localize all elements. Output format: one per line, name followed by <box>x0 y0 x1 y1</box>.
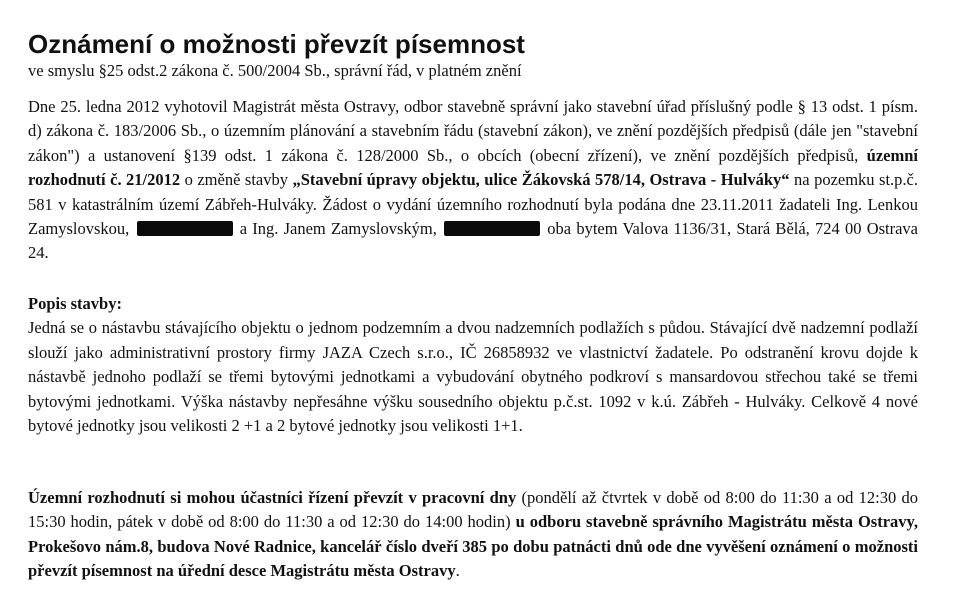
document-title: Oznámení o možnosti převzít písemnost <box>28 29 525 59</box>
intro-text-4: a Ing. Janem Zamyslovským, <box>234 219 437 239</box>
building-name: „Stavební úpravy objektu, ulice Žákovská 578/14, Ostrava - Hulváky“ <box>292 170 790 190</box>
description-text: Jedná se o nástavbu stávajícího objektu o jednom podzemním a dvou nadzemních podlažích s půdou. Stávající dvě nadzemní podlaží slouží jako administrativní prostory firmy JAZA Czech s.r.o., IČ 26858932 ve vlastnictví žadatele. Po odstranění krovu dojde k nástavbě jednoho podlaží se třemi bytovými jednotkami a vybudování obytného podkroví s mansardovou střechou také se třemi bytovými jednotkami. Výška nástavby nepřesáhne výšku sousedního objektu p.č.st. 1092 v k.ú. Zábřeh - Hulváky. Celkově 4 nové bytové jednotky jsou velikosti 2 +1 a 2 bytové jednotky jsou velikosti 1+1. <box>28 318 918 436</box>
pickup-hours: (pondělí až čtvrtek v době od 8:00 do 11:30 a od 12:30 do 15:30 hodin, pátek v době od 8:00 do 11:30 a od 12:30 do 14:00 hodin) <box>28 488 918 532</box>
pickup-bold-1: Územní rozhodnutí si mohou účastníci řízení převzít v pracovní dny <box>28 488 517 507</box>
redaction-bar-1 <box>137 221 233 236</box>
pickup-location: u odboru stavebně správního Magistrátu města Ostravy, Prokešovo nám.8, budova Nové Radnice, kancelář číslo dveří 385 po dobu patnácti dnů ode dne vyvěšení oznámení o možnosti převzít písemnost na úřední desce Magistrátu města Ostravy <box>28 512 918 581</box>
intro-text-1: Dne 25. ledna 2012 vyhotovil Magistrát města Ostravy, odbor stavebně správní jako stavební úřad příslušný podle § 13 odst. 1 písm. d) zákona č. 183/2006 Sb., o územním plánování a stavebním řádu (stavební zákon), ve znění pozdějších předpisů (dále jen "stavební zákon") a ustanovení §139 odst. 1 zákona č. 128/2000 Sb., o obcích (obecní zřízení), ve znění pozdějších předpisů, <box>28 97 918 165</box>
document-subtitle: ve smyslu §25 odst.2 zákona č. 500/2004 Sb., správní řád, v platném znění <box>28 61 522 80</box>
redaction-bar-2 <box>444 221 540 236</box>
pickup-end: . <box>455 561 460 581</box>
decision-number: územní rozhodnutí č. 21/2012 <box>28 145 918 190</box>
intro-text-2: o změně stavby <box>180 170 293 190</box>
pickup-paragraph <box>28 486 918 584</box>
intro-text-3: na pozemku st.p.č. 581 v katastrálním území Zábřeh-Hulváky. Žádost o vydání územního rozhodnutí byla podána dne 23.11.2011 žadateli Ing. Lenkou Zamyslovskou, <box>28 170 918 239</box>
description-paragraph <box>28 292 918 438</box>
intro-paragraph <box>28 95 918 266</box>
description-heading: Popis stavby: <box>28 294 122 313</box>
intro-text-5: oba bytem Valova 1136/31, Stará Bělá, 724 00 Ostrava 24. <box>28 219 919 263</box>
